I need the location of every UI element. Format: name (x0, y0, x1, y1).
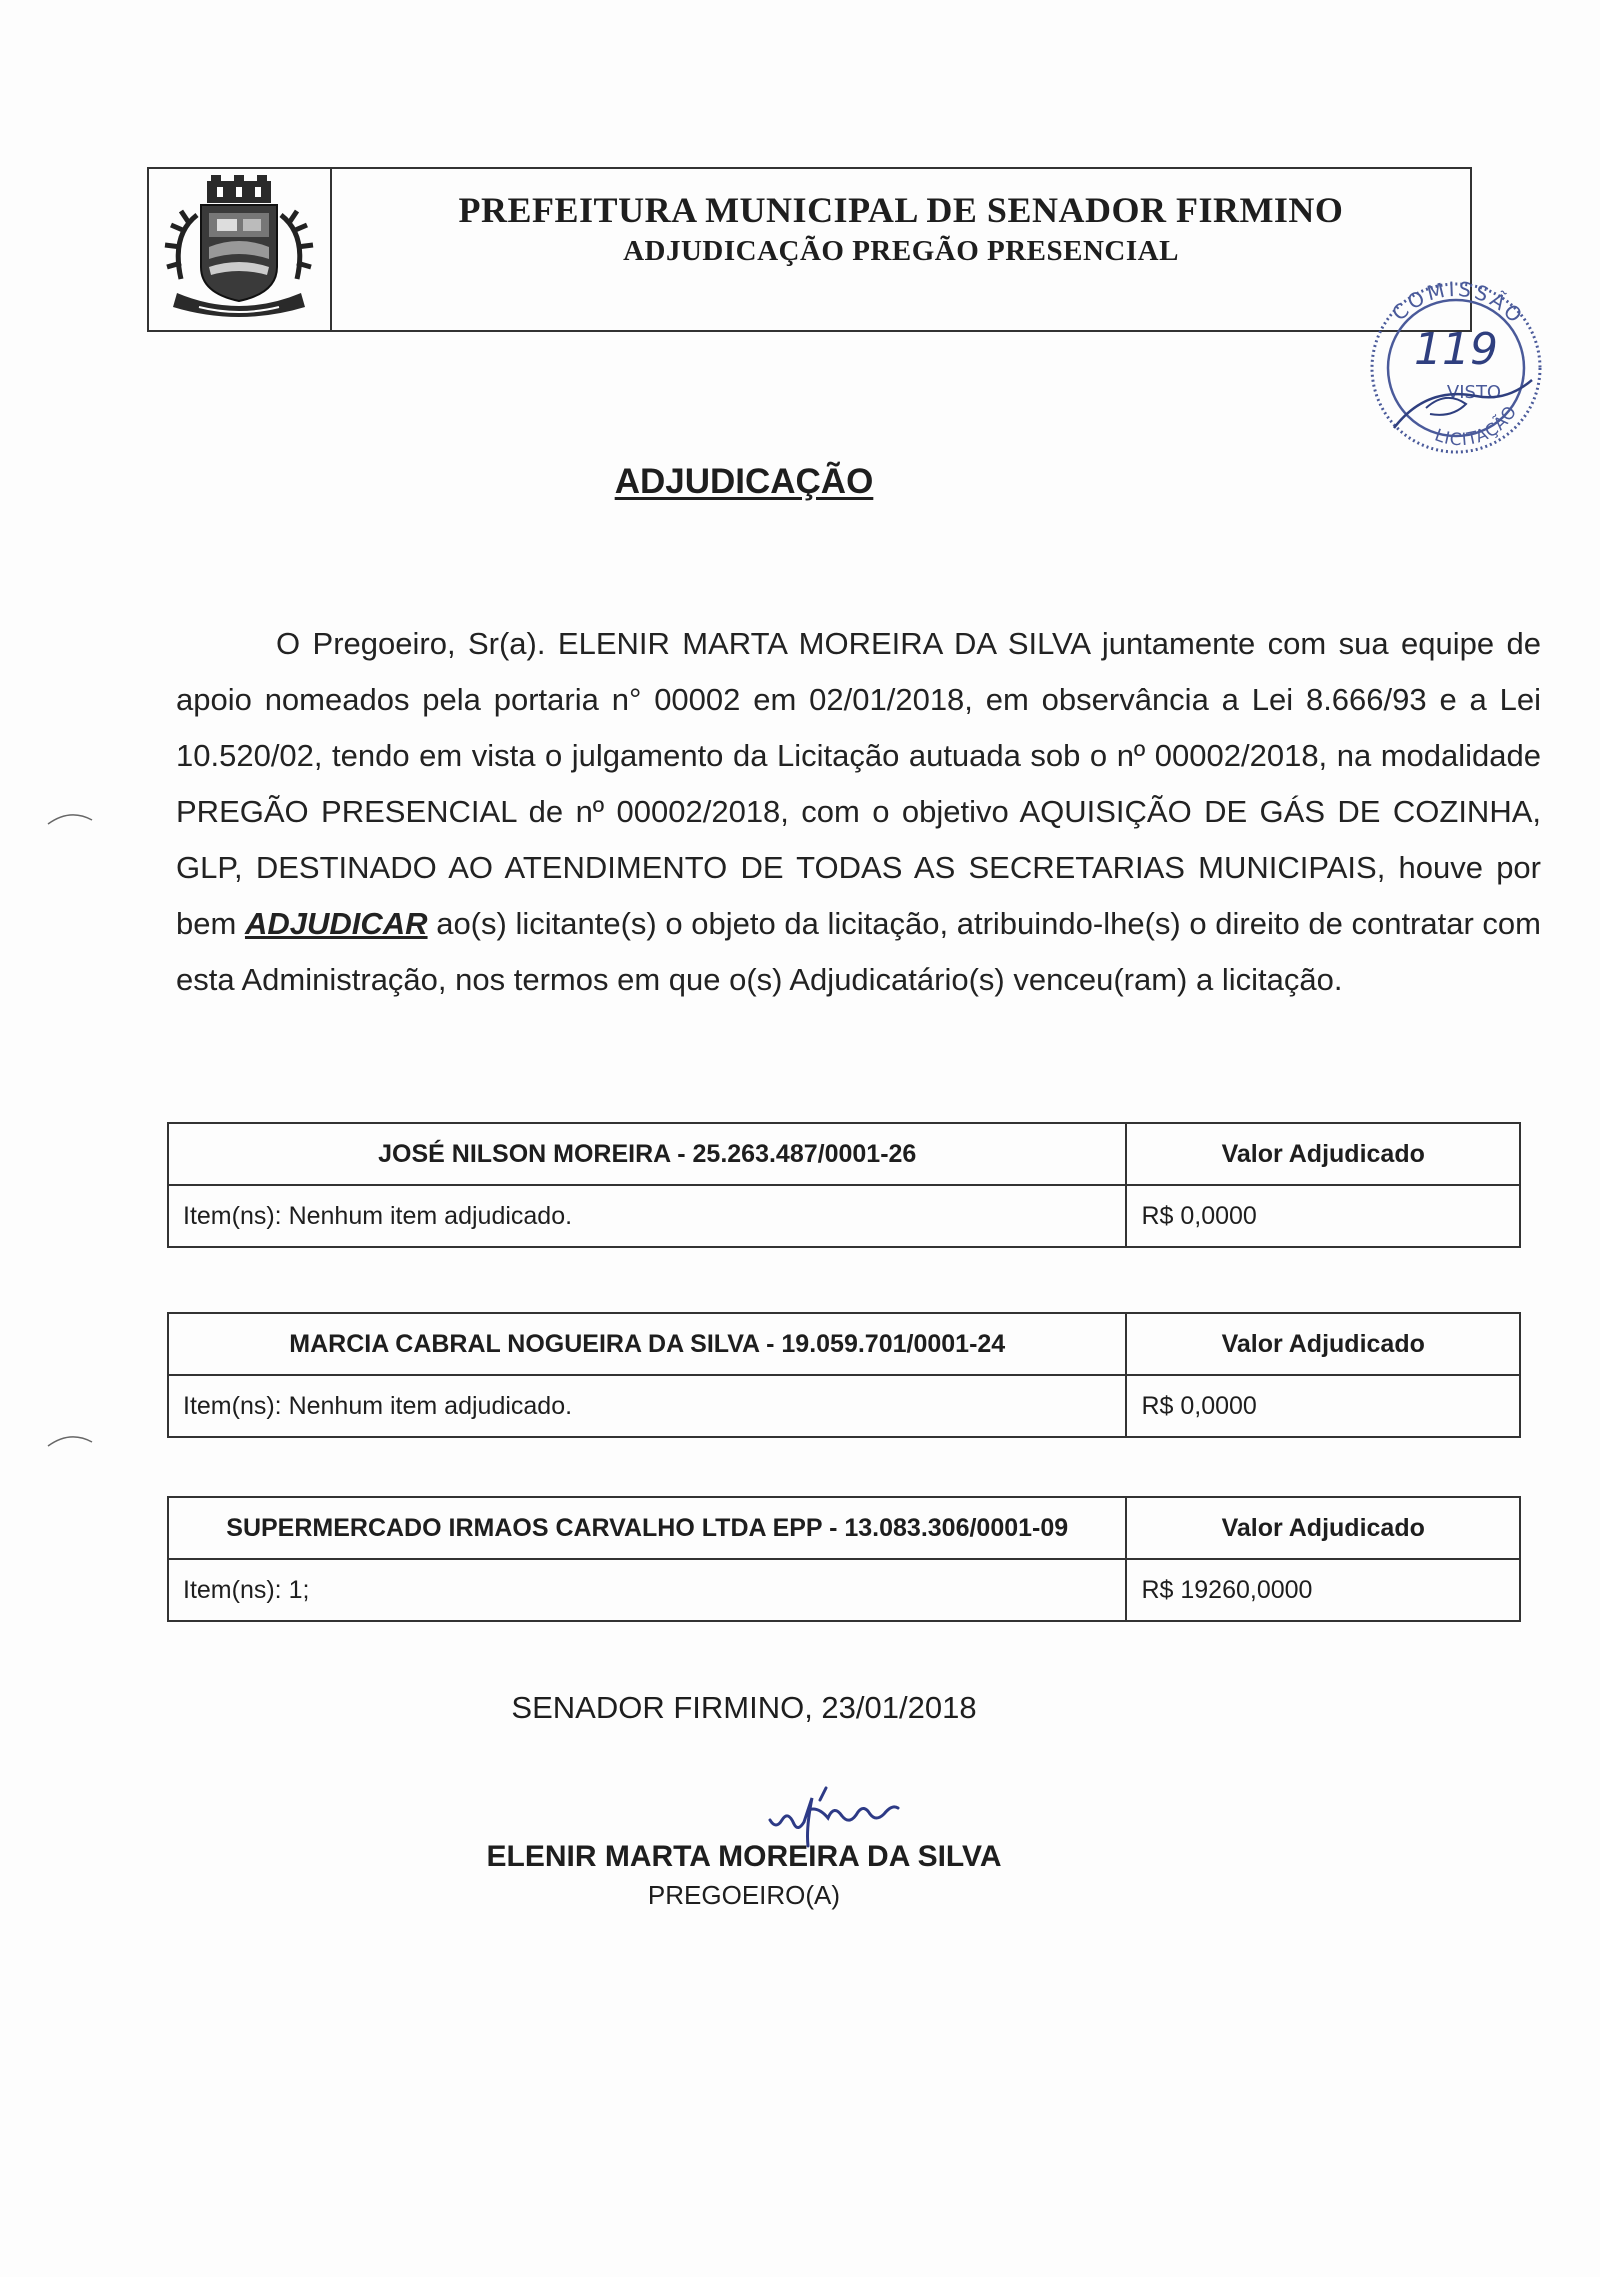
scan-edge-mark-icon (46, 808, 96, 828)
municipality-title: PREFEITURA MUNICIPAL DE SENADOR FIRMINO (458, 190, 1344, 230)
commission-stamp-icon (1356, 268, 1556, 468)
awarded-items: Item(ns): 1; (168, 1559, 1126, 1621)
award-table (167, 1312, 1521, 1438)
municipal-crest-icon (159, 175, 319, 323)
awarded-value: R$ 19260,0000 (1126, 1559, 1520, 1621)
stamp-bottom-text: LICITAÇÃO (1431, 402, 1522, 451)
award-header-row (168, 1313, 1520, 1375)
adjudicar-keyword: ADJUDICAR (244, 906, 428, 941)
bidder-name: SUPERMERCADO IRMAOS CARVALHO LTDA EPP - 13.083.306/0001-09 (168, 1497, 1126, 1559)
letterhead (147, 167, 1472, 332)
award-header-row (168, 1123, 1520, 1185)
bidder-name: JOSÉ NILSON MOREIRA - 25.263.487/0001-26 (168, 1123, 1126, 1185)
award-header-row (168, 1497, 1520, 1559)
scan-edge-mark-icon (46, 1430, 96, 1450)
value-header: Valor Adjudicado (1126, 1123, 1520, 1185)
svg-text:COMISSÃO (1387, 277, 1529, 330)
document-title: ADJUDICAÇÃO (614, 462, 874, 501)
awarded-items: Item(ns): Nenhum item adjudicado. (168, 1375, 1126, 1437)
crest-cell (149, 169, 332, 330)
document-type-subtitle: ADJUDICAÇÃO PREGÃO PRESENCIAL (623, 235, 1179, 267)
stamp-top-text: COMISSÃO (1387, 276, 1530, 330)
paragraph-text-start: O Pregoeiro, Sr(a). ELENIR MARTA MOREIRA DA SILVA juntamente com sua equipe de apoio nomeados pela portaria n° 00002 em 02/01/2018, em observância a Lei 8.666/93 e a Lei 10.520/02, tendo em vista o julgamento da Licitação autuada sob o nº 00002/2018, na modalidade PREGÃO PRESENCIAL de nº 00002/2018, com o objetivo AQUISIÇÃO DE GÁS DE COZINHA, GLP, DESTINADO AO ATENDIMENTO DE TODAS AS SECRETARIAS MUNICIPAIS, houve por bem (176, 626, 1541, 941)
signer-name: ELENIR MARTA MOREIRA DA SILVA (486, 1840, 1002, 1873)
award-detail-row (168, 1185, 1520, 1247)
award-detail-row (168, 1559, 1520, 1621)
svg-text:LICITAÇÃO (1432, 402, 1522, 450)
value-header: Valor Adjudicado (1126, 1497, 1520, 1559)
signer-role: PREGOEIRO(A) (647, 1880, 841, 1910)
bidder-name: MARCIA CABRAL NOGUEIRA DA SILVA - 19.059.701/0001-24 (168, 1313, 1126, 1375)
awarded-items: Item(ns): Nenhum item adjudicado. (168, 1185, 1126, 1247)
awarded-value: R$ 0,0000 (1126, 1375, 1520, 1437)
stamp-middle-text: VISTO (1446, 382, 1502, 403)
award-table (167, 1496, 1521, 1622)
place-and-date: SENADOR FIRMINO, 23/01/2018 (511, 1690, 977, 1725)
stamp-number: 119 (1414, 324, 1498, 375)
value-header: Valor Adjudicado (1126, 1313, 1520, 1375)
adjudication-paragraph (176, 616, 1541, 1008)
award-table (167, 1122, 1521, 1248)
award-detail-row (168, 1375, 1520, 1437)
paragraph-text-end: ao(s) licitante(s) o objeto da licitação, atribuindo-lhe(s) o direito de contratar com esta Administração, nos termos em que o(s) Adjudicatário(s) venceu(ram) a licitação. (176, 906, 1541, 997)
awarded-value: R$ 0,0000 (1126, 1185, 1520, 1247)
